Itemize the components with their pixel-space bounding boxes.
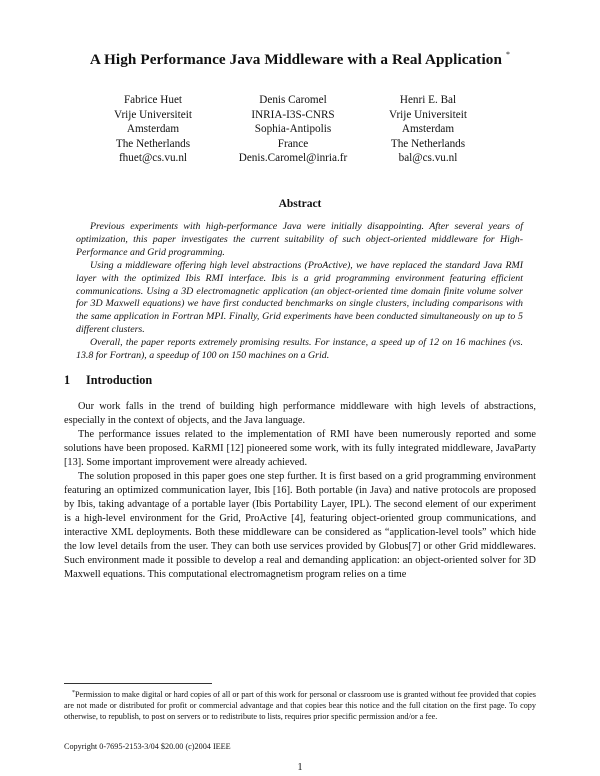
footnote-mark: * <box>72 690 75 696</box>
section-title: Introduction <box>86 373 153 387</box>
author-affiliation: INRIA-I3S-CNRS <box>251 108 335 121</box>
author-email: bal@cs.vu.nl <box>398 152 458 165</box>
author-block-1 <box>98 93 208 166</box>
abstract-paragraph: Using a middleware offering high level abstractions (ProActive), we have replaced the standard Java RMI layer with the optimized Ibis RMI interface. Ibis is a grid programming environment featuring efficient communications. Using a 3D electromagnetic application (an object-oriented time domain finite volume solver for 3D Maxwell equations) we have first conducted benchmarks on single clusters, including comparisons with the same application in Fortran MPI. Finally, Grid experiments have been conducted simultaneously on up to 5 different clusters. <box>76 259 523 336</box>
copyright-line: Copyright 0-7695-2153-3/04 $20.00 (c)2004 IEEE <box>64 742 231 751</box>
footnote <box>64 688 536 722</box>
abstract-paragraph: Overall, the paper reports extremely promising results. For instance, a speed up of 12 on 16 machines (vs. 13.8 for Fortran), a speedup of 100 on 150 machines on a Grid. <box>76 337 523 362</box>
author-country: The Netherlands <box>390 137 466 150</box>
footnote-divider <box>64 683 212 684</box>
abstract-body <box>76 221 523 363</box>
author-country: The Netherlands <box>115 137 191 150</box>
author-name: Fabrice Huet <box>123 94 183 106</box>
author-city: Sophia-Antipolis <box>254 123 332 136</box>
section-number: 1 <box>64 373 71 387</box>
abstract-heading: Abstract <box>278 198 322 210</box>
section-heading <box>64 373 152 388</box>
paper-title-text: A High Performance Java Middleware with a Real Application <box>89 51 503 68</box>
author-email: Denis.Caromel@inria.fr <box>238 152 348 165</box>
body-paragraph: The solution proposed in this paper goes one step further. It is first based on a grid programming environment featuring an optimized communication layer, Ibis [16]. Both portable (in Java) and native protocols are proposed by Ibis, taking advantage of a portable layer (Ibis Portability Layer, IPL). The second element of our experiment is a high-level environment for the Grid, ProActive [4], featuring object-oriented group communications, and interactive XML deployments. Both these middleware can be considered as “application-level tools” which hide the low level details from the user. They can both use services provided by Globus[7] or other Grid middlewares. Such environment made it possible to develop a real and demanding application: an object-oriented solver for 3D Maxwell equations. This computational electromagnetism program relies on a time <box>64 471 536 580</box>
author-name: Denis Caromel <box>259 94 327 106</box>
abstract-paragraph: Previous experiments with high-performance Java were initially disappointing. After several years of optimization, this paper investigates the current suitability of such object-oriented middleware for High-Performance and Grid programming. <box>76 221 523 258</box>
author-city: Amsterdam <box>126 123 180 136</box>
author-affiliation: Vrije Universiteit <box>114 108 192 121</box>
author-block-2 <box>228 93 358 166</box>
title-footnote-mark: * <box>506 50 511 59</box>
author-block-3 <box>373 93 483 166</box>
author-email: fhuet@cs.vu.nl <box>118 152 188 165</box>
paper-title <box>40 50 560 69</box>
page-number: 1 <box>297 762 303 773</box>
author-city: Amsterdam <box>401 123 455 136</box>
footnote-paragraph <box>64 688 536 722</box>
author-name: Henri E. Bal <box>399 94 457 106</box>
section-body <box>64 400 536 582</box>
body-paragraph: Our work falls in the trend of building high performance middleware with high levels of abstractions, especially in the context of objects, and the Java language. <box>64 401 536 426</box>
author-affiliation: Vrije Universiteit <box>389 108 467 121</box>
body-paragraph: The performance issues related to the implementation of RMI have been numerously reported and some solutions have been proposed. KaRMI [12] pioneered some work, with its fully integrated middleware, JavaParty [13]. Some important improvement were already achieved. <box>64 429 536 468</box>
author-country: France <box>277 137 309 150</box>
footnote-text: Permission to make digital or hard copies of all or part of this work for personal or classroom use is granted without fee provided that copies are not made or distributed for profit or commercial advantage and that copies bear this notice and the full citation on the first page. To copy otherwise, to republish, to post on servers or to redistribute to lists, requires prior specific permission and/or a fee. <box>64 690 536 722</box>
